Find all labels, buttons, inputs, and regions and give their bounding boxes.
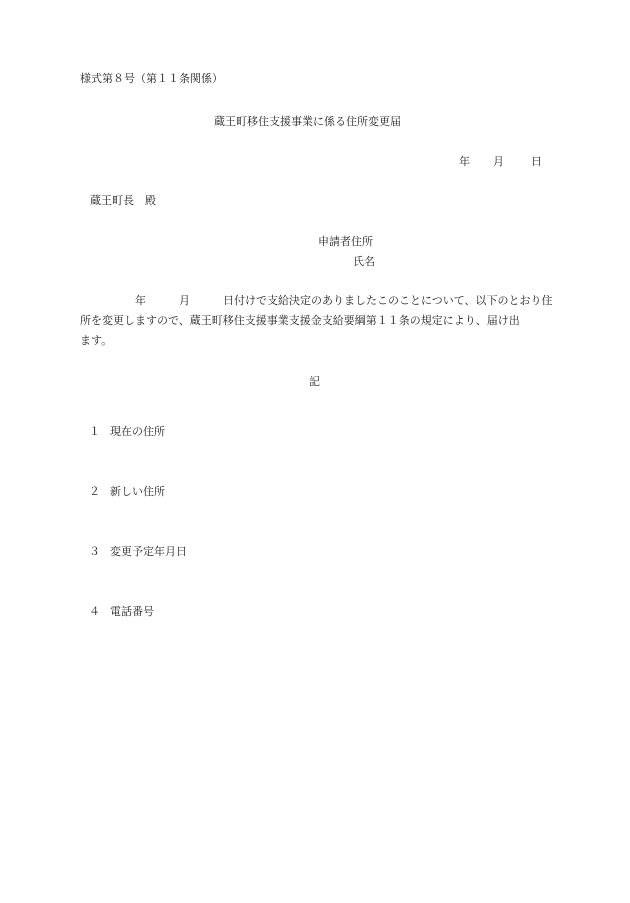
item-number: ３ [89, 545, 100, 558]
list-item [82, 535, 187, 557]
date-month-label: 月 [493, 155, 504, 168]
applicant-address-label: 申請者住所 [318, 235, 373, 248]
body-text-line: ます。 [80, 334, 113, 347]
item-label: 現在の住所 [110, 425, 165, 438]
item-label: 電話番号 [110, 605, 154, 618]
list-item [82, 595, 154, 617]
body-text-line: 所を変更しますので、蔵王町移住支援事業支援金支給要綱第１１条の規定により、届け出 [80, 314, 520, 327]
item-number: １ [89, 425, 100, 438]
item-label: 新しい住所 [110, 485, 165, 498]
list-item [82, 475, 165, 497]
ki-heading: 記 [309, 375, 320, 388]
list-item [82, 415, 165, 437]
form-number-label: 様式第８号（第１１条関係） [80, 72, 223, 85]
document-title: 蔵王町移住支援事業に係る住所変更届 [214, 115, 401, 128]
item-label: 変更予定年月日 [110, 545, 187, 558]
date-day-label: 日 [531, 155, 542, 168]
applicant-name-label: 氏名 [353, 255, 375, 268]
body-text-line: 年 月 日付けで支給決定のありましたこのことについて、以下のとおり住 [80, 294, 553, 307]
date-year-label: 年 [459, 155, 470, 168]
addressee: 蔵王町長 殿 [90, 194, 156, 207]
item-number: ４ [89, 605, 100, 618]
item-number: ２ [89, 485, 100, 498]
